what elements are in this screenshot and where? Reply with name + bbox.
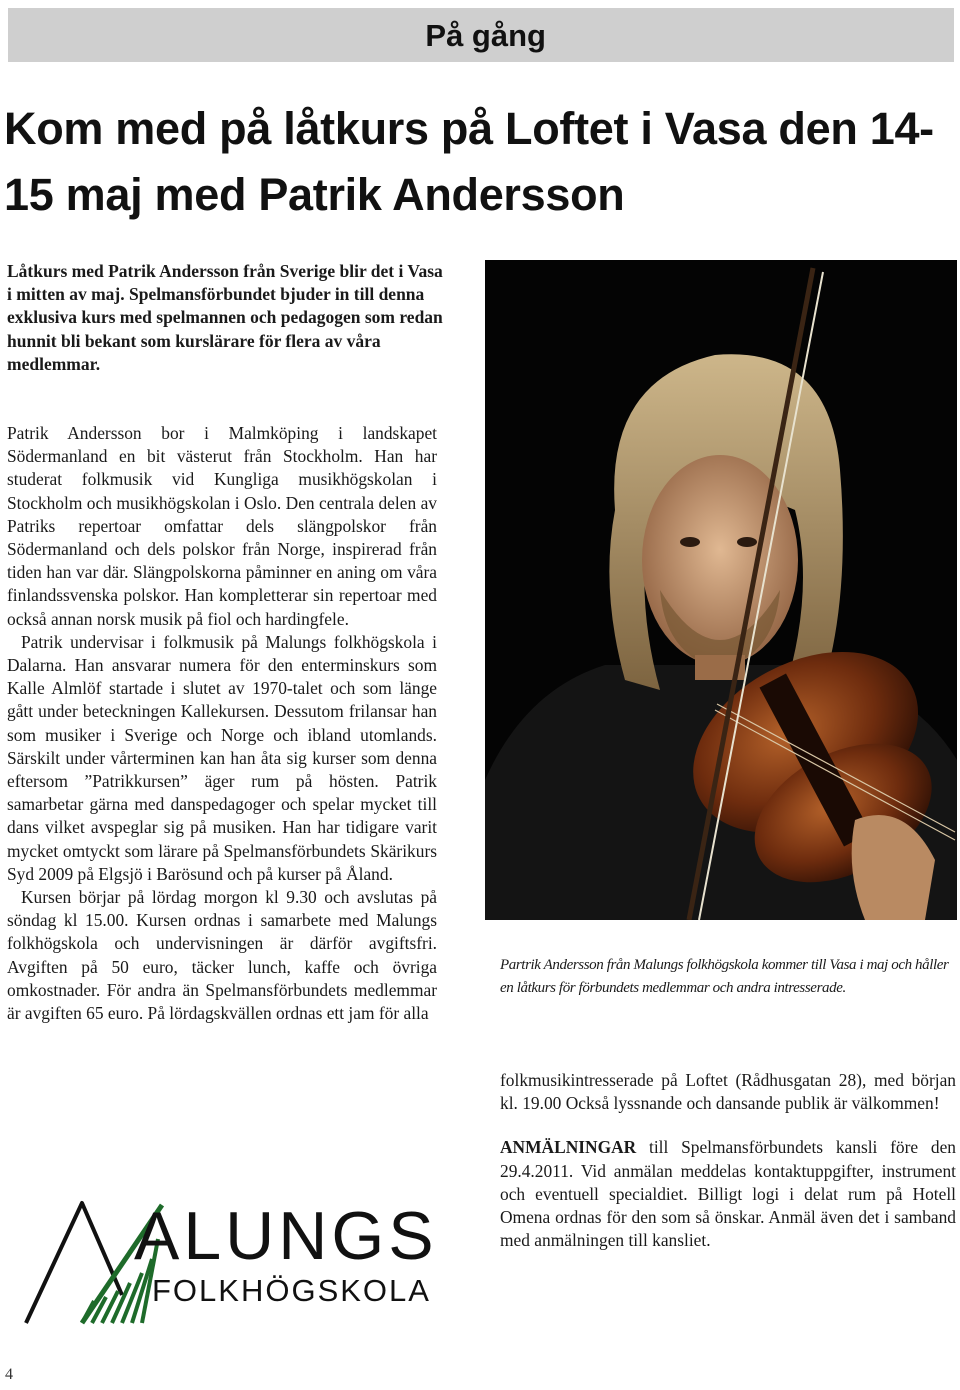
malungs-folkhogskola-logo	[22, 1185, 442, 1335]
malungs-logo-graphic	[22, 1185, 442, 1335]
article-lead: Låtkurs med Patrik Andersson från Sverige blir det i Vasa i mitten av maj. Spelmansförbundet bjuder in till denna exklusiva kurs med spelmannen och pedagogen som redan hunnit bli bekant som kurslärare för flera av våra medlemmar.	[7, 261, 443, 374]
registration-paragraph	[500, 1136, 956, 1252]
page-number: 4	[5, 1366, 13, 1383]
article-paragraph: Patrik undervisar i folkmusik på Malungs folkhögskola i Dalarna. Han ansvarar numera för den enterminskurs som Kalle Almlöf startade i slutet av 1970-talet och som länge gått under beteckningen Kallekursen. Dessutom frilansar han som musiker i Sverige och Norge och ibland utomlands. Särskilt under vårterminen kan han åta sig kurser som denna eftersom ”Patrikkursen” äger rum på hösten. Patrik samarbetar gärna med danspedagoger och spelar mycket till dans vilket avspeglar sig på musiken. Han har tidigare varit mycket omtyckt som lärare på Spelmansförbundets Skärikurs Syd 2009 på Elgsjö i Barösund och på kurser på Åland.	[7, 631, 437, 884]
photo-caption: Partrik Andersson från Malungs folkhögskola kommer till Vasa i maj och håller en låtkurs för förbundets medlemmar och andra intresserade.	[500, 957, 949, 996]
registration-text: till Spelmansförbundets kansli före den 29.4.2011. Vid anmälan meddelas kontaktuppgifter, instrument och eventuell specialdiet. Billigt logi i delat rum på Hotell Omena ordnas för den som så önskar. Anmäl även det i samband med anmälningen till kansliet.	[500, 1137, 956, 1251]
article-paragraph: Kursen börjar på lördag morgon kl 9.30 och avslutas på söndag kl 15.00. Kursen ordnas i samarbete med Malungs folkhögskola och undervisningen är därför avgiftsfri. Avgiften på 50 euro, täcker lunch, kaffe och övriga omkostnader. För andra än Spelmansförbundets medlemmar är avgiften 65 euro. På lördagskvällen ordnas ett jam för alla	[7, 887, 437, 1024]
violinist-illustration	[485, 260, 957, 920]
violinist-photo	[485, 260, 957, 920]
logo-subtitle: FOLKHÖGSKOLA	[152, 1273, 431, 1308]
article-paragraph: Patrik Andersson bor i Malmköping i landskapet Södermanland en bit västerut från Stockholm. Han har studerat folkmusik vid Kungliga musikhögskolan i Stockholm och musikhögskolan i Oslo. Den centrala delen av Patriks repertoar omfattar dels slängpolskor från Södermanland och dels polskor från Norge, inspirerad från tiden han var där. Slängpolskorna påminner en aning om våra finlandssvenska polskor. Han kompletterar sin repertoar med också annan norsk musik på fiol och hardingfele.	[7, 423, 437, 629]
logo-wordmark: ALUNGS	[134, 1198, 438, 1274]
section-label: På gång	[425, 18, 546, 53]
section-banner	[8, 8, 954, 62]
registration-label: ANMÄLNINGAR	[500, 1137, 637, 1158]
article-continuation: folkmusikintresserade på Loftet (Rådhusgatan 28), med början kl. 19.00 Också lyssnande och dansande publik är välkommen!	[500, 1070, 956, 1114]
article-body-left-column	[7, 422, 437, 1025]
article-body-right-column	[500, 1069, 956, 1252]
article-headline: Kom med på låtkurs på Loftet i Vasa den 14-15 maj med Patrik Andersson	[4, 103, 934, 220]
